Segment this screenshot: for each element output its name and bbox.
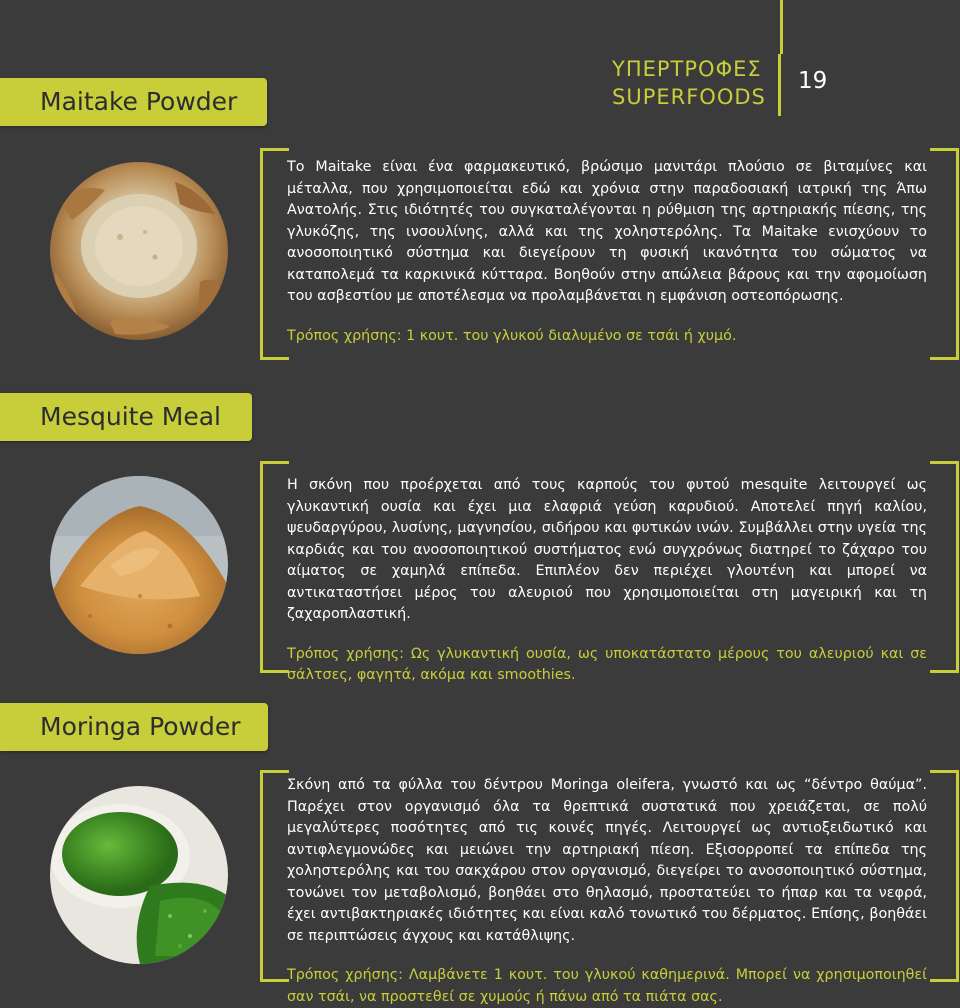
product-text-mesquite <box>287 475 927 687</box>
product-text-moringa <box>287 775 927 1008</box>
section-subtitle: SUPERFOODS <box>612 85 766 109</box>
product-label-moringa: Moringa Powder <box>0 703 268 751</box>
maitake-powder-image <box>50 162 228 340</box>
product-text-maitake <box>287 157 927 347</box>
page-header <box>612 54 960 114</box>
header-top-rule <box>780 0 783 54</box>
product-description: Σκόνη από τα φύλλα του δέντρου Moringa oleifera, γνωστό και ως “δέντρο θαύμα”. Παρέχει στον οργανισμό όλα τα θρεπτικά συστατικά που χρειάζεται, σε πολύ μεγαλύτερες ποσότητες από τις κοινές πηγές. Λειτουργεί ως αντιοξειδωτικό και αντιφλεγμονώδες και μειώνει την αρτηριακή πίεση. Εξισορροπεί τα επίπεδα της χοληστερόλης και του σακχάρου στον οργανισμό, διεγείρει το ανοσοποιητικό σύστημα, τονώνει τον μεταβολισμό, βοηθάει στο θηλασμό, προστατεύει το ήπαρ και τα νεφρά, έχει αντιβακτηριακές ιδιότητες και είναι καλό τονωτικό του δέρματος. Επίσης, βοηθάει σε περιπτώσεις άγχους και κατάθλιψης. <box>287 777 927 944</box>
moringa-powder-image <box>50 786 228 964</box>
product-usage: Τρόπος χρήσης: Λαμβάνετε 1 κουτ. του γλυκού καθημερινά. Μπορεί να χρησιμοποιηθεί σαν τσάι, να προστεθεί σε χυμούς ή πάνω από τα πιάτα σας. <box>287 967 927 1005</box>
product-description: Το Maitake είναι ένα φαρμακευτικό, βρώσιμο μανιτάρι πλούσιο σε βιταμίνες και μέταλλα, που χρησιμοποιείται εδώ και χρόνια στην παραδοσιακή ιατρική της Άπω Ανατολής. Στις ιδιότητές του συγκαταλέγονται η ρύθμιση της αρτηριακής πίεσης, της γλυκόζης, της ινσουλίνης, αλλά και της χοληστερόλης. Τα Maitake ενισχύουν το ανοσοποιητικό σύστημα και διεγείρουν τη φυσική ικανότητα του σώματος να καταπολεμά τα καρκινικά κύτταρα. Βοηθούν στην απώλεια βάρους και την αφομοίωση του ασβεστίου με αποτέλεσμα να προλαμβάνεται η εμφάνιση οστεοπόρωσης. <box>287 159 927 304</box>
section-title: ΥΠΕΡΤΡΟΦΕΣ <box>612 57 762 81</box>
page-number: 19 <box>798 68 828 94</box>
mesquite-meal-image <box>50 476 228 654</box>
product-usage: Τρόπος χρήσης: 1 κουτ. του γλυκού διαλυμένο σε τσάι ή χυμό. <box>287 327 737 344</box>
text-bracket-right <box>930 148 959 360</box>
text-bracket-left <box>260 148 289 360</box>
product-label-mesquite: Mesquite Meal <box>0 393 252 441</box>
text-bracket-left <box>260 461 289 673</box>
header-divider <box>778 54 781 116</box>
product-usage: Τρόπος χρήσης: Ως γλυκαντική ουσία, ως υποκατάστατο μέρους του αλευριού και σε σάλτσες, φαγητά, ακόμα και smoothies. <box>287 645 927 683</box>
product-label-maitake: Maitake Powder <box>0 78 267 126</box>
product-description: Η σκόνη που προέρχεται από τους καρπούς του φυτού mesquite λειτουργεί ως γλυκαντική ουσία και έχει μια ελαφριά γεύση καρυδιού. Αποτελεί πηγή καλίου, ψευδαργύρου, λυσίνης, μαγνησίου, σιδήρου και φυτικών ινών. Συμβάλλει στην υγεία της καρδιάς και του ανοσοποιητικού συστήματος ενώ συγχρόνως διατηρεί το ζάχαρο του αίματος σε χαμηλά επίπεδα. Επιπλέον δεν περιέχει γλουτένη και μπορεί να αντικαταστήσει μέρος του αλευριού που χρησιμοποιείται στη μαγειρική και τη ζαχαροπλαστική. <box>287 477 927 622</box>
text-bracket-right <box>930 461 959 673</box>
text-bracket-right <box>930 770 959 982</box>
text-bracket-left <box>260 770 289 982</box>
